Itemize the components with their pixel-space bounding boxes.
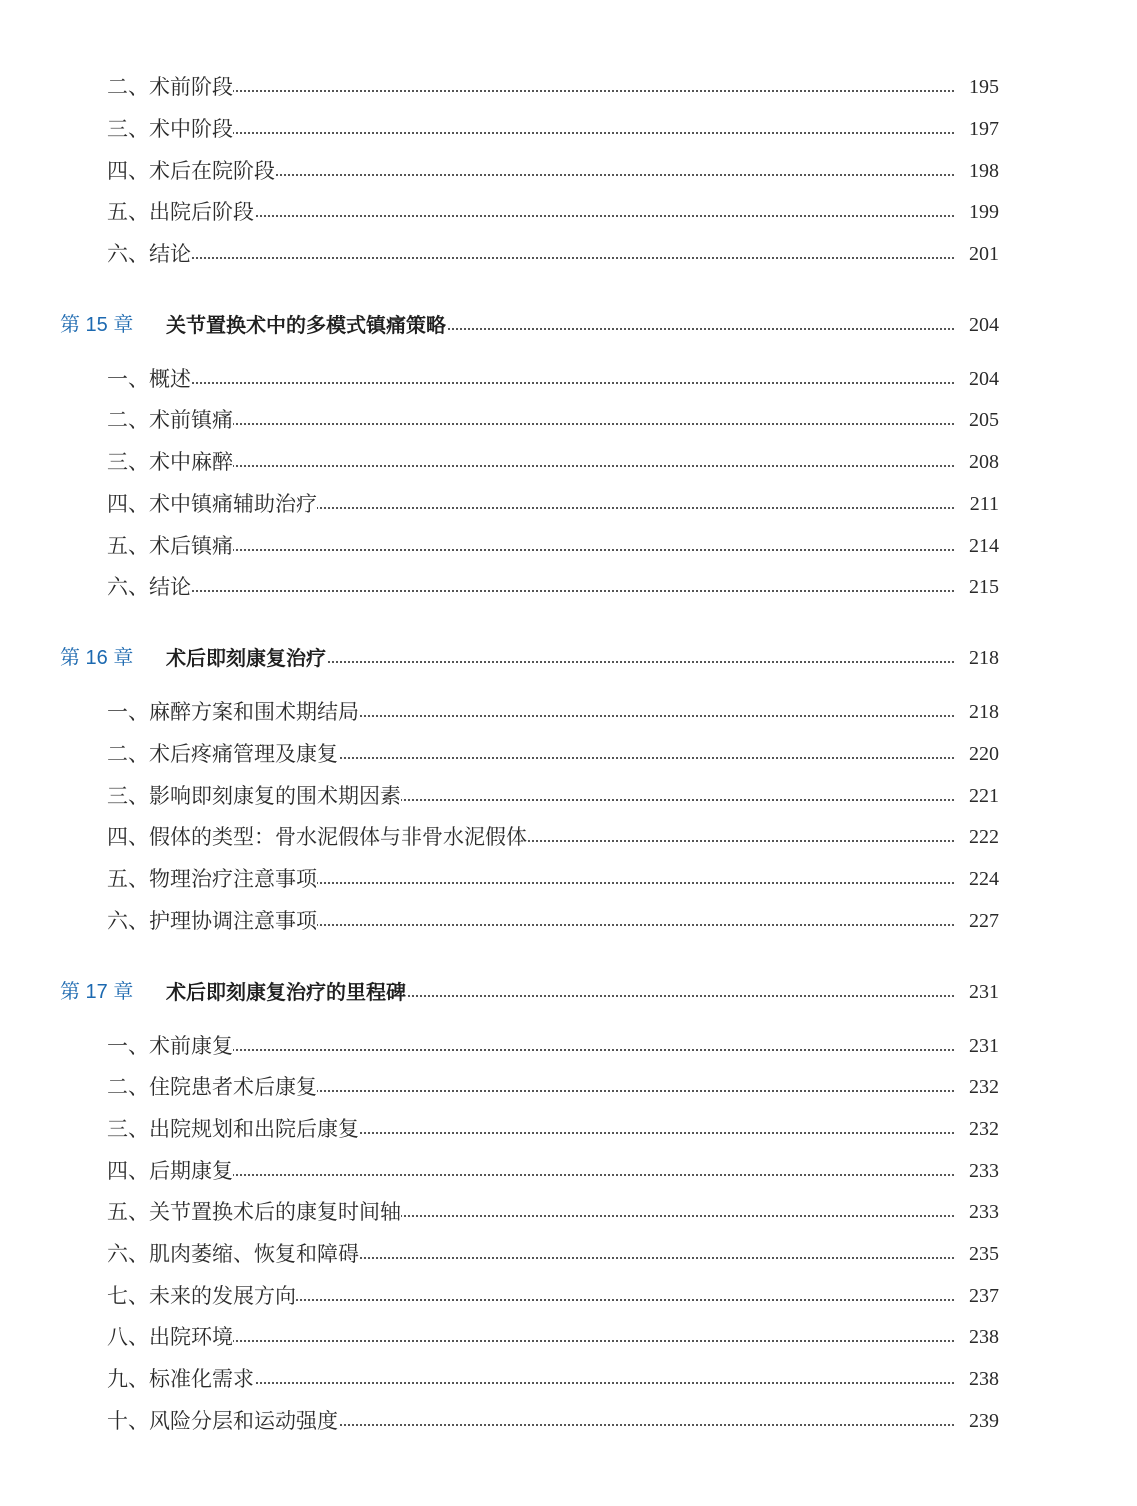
dot-leader — [180, 90, 954, 92]
page-number: 195 — [963, 71, 999, 103]
section-title: 四、假体的类型：骨水泥假体与非骨水泥假体 — [107, 821, 527, 853]
toc-section-entry[interactable] — [0, 155, 1137, 187]
toc-chapter-entry[interactable] — [0, 642, 1137, 674]
chapter-title: 术后即刻康复治疗的里程碑 — [166, 976, 408, 1008]
page-number: 238 — [963, 1363, 999, 1395]
chapter-number: 第 16 章 — [60, 647, 134, 669]
chapter-title: 关节置换术中的多模式镇痛策略 — [166, 309, 448, 341]
section-title: 六、肌肉萎缩、恢复和障碍 — [107, 1238, 359, 1270]
toc-section-entry[interactable] — [0, 905, 1137, 937]
page-number: 204 — [963, 309, 999, 341]
toc-section-entry[interactable] — [0, 530, 1137, 562]
toc-section-entry[interactable] — [0, 571, 1137, 603]
dot-leader — [180, 590, 954, 592]
page-number: 211 — [964, 488, 999, 520]
page-number: 224 — [963, 863, 999, 895]
section-title: 六、护理协调注意事项 — [107, 905, 317, 937]
section-title: 三、术中阶段 — [107, 113, 233, 145]
section-title: 三、影响即刻康复的围术期因素 — [107, 780, 401, 812]
dot-leader — [180, 382, 954, 384]
section-title: 一、概述 — [107, 363, 191, 395]
toc-section-entry[interactable] — [0, 1030, 1137, 1062]
section-title: 三、术中麻醉 — [107, 446, 233, 478]
section-title: 六、结论 — [107, 571, 191, 603]
toc-section-entry[interactable] — [0, 1113, 1137, 1145]
section-title: 十、风险分层和运动强度 — [107, 1405, 338, 1437]
toc-section-entry[interactable] — [0, 780, 1137, 812]
toc-section-entry[interactable] — [0, 1321, 1137, 1353]
page-number: 233 — [963, 1155, 999, 1187]
page-number: 222 — [963, 821, 999, 853]
dot-leader — [180, 1340, 954, 1342]
toc-section-entry[interactable] — [0, 1238, 1137, 1270]
dot-leader — [180, 257, 954, 259]
page-number: 237 — [963, 1280, 999, 1312]
page-number: 239 — [963, 1405, 999, 1437]
page-number: 233 — [963, 1196, 999, 1228]
toc-section-entry[interactable] — [0, 863, 1137, 895]
page-number: 218 — [963, 642, 999, 674]
toc-section-entry[interactable] — [0, 1196, 1137, 1228]
dot-leader — [180, 215, 954, 217]
page-number: 199 — [963, 196, 999, 228]
section-title: 二、术后疼痛管理及康复 — [107, 738, 338, 770]
section-title: 三、出院规划和出院后康复 — [107, 1113, 359, 1145]
toc-section-entry[interactable] — [0, 238, 1137, 270]
section-title: 五、出院后阶段 — [107, 196, 254, 228]
toc-section-entry[interactable] — [0, 1280, 1137, 1312]
dot-leader — [180, 1049, 954, 1051]
page-number: 218 — [963, 696, 999, 728]
page-number: 201 — [963, 238, 999, 270]
page-number: 227 — [963, 905, 999, 937]
dot-leader — [180, 1299, 954, 1301]
section-title: 一、术前康复 — [107, 1030, 233, 1062]
toc-section-entry[interactable] — [0, 404, 1137, 436]
chapter-number: 第 17 章 — [60, 981, 134, 1003]
toc-section-entry[interactable] — [0, 1071, 1137, 1103]
section-title: 五、术后镇痛 — [107, 530, 233, 562]
toc-section-entry[interactable] — [0, 738, 1137, 770]
dot-leader — [180, 174, 954, 176]
page-number: 214 — [963, 530, 999, 562]
chapter-title: 术后即刻康复治疗 — [166, 642, 328, 674]
section-title: 四、后期康复 — [107, 1155, 233, 1187]
toc-section-entry[interactable] — [0, 71, 1137, 103]
section-title: 二、术前阶段 — [107, 71, 233, 103]
section-title: 一、麻醉方案和围术期结局 — [107, 696, 359, 728]
section-title: 五、关节置换术后的康复时间轴 — [107, 1196, 401, 1228]
page-number: 208 — [963, 446, 999, 478]
toc-section-entry[interactable] — [0, 1363, 1137, 1395]
section-title: 五、物理治疗注意事项 — [107, 863, 317, 895]
dot-leader — [180, 1382, 954, 1384]
page-number: 198 — [963, 155, 999, 187]
section-title: 八、出院环境 — [107, 1321, 233, 1353]
dot-leader — [180, 132, 954, 134]
toc-chapter-entry[interactable] — [0, 976, 1137, 1008]
dot-leader — [180, 465, 954, 467]
page-number: 205 — [963, 404, 999, 436]
page-number: 235 — [963, 1238, 999, 1270]
page-number: 215 — [963, 571, 999, 603]
page-number: 221 — [963, 780, 999, 812]
page-number: 238 — [963, 1321, 999, 1353]
toc-section-entry[interactable] — [0, 113, 1137, 145]
toc-section-entry[interactable] — [0, 446, 1137, 478]
section-title: 二、住院患者术后康复 — [107, 1071, 317, 1103]
section-title: 九、标准化需求 — [107, 1363, 254, 1395]
dot-leader — [180, 423, 954, 425]
page-number: 231 — [963, 976, 999, 1008]
section-title: 六、结论 — [107, 238, 191, 270]
page-number: 232 — [963, 1113, 999, 1145]
dot-leader — [180, 1174, 954, 1176]
page-number: 231 — [963, 1030, 999, 1062]
section-title: 四、术中镇痛辅助治疗 — [107, 488, 317, 520]
page-number: 220 — [963, 738, 999, 770]
page-number: 197 — [963, 113, 999, 145]
toc-section-entry[interactable] — [0, 488, 1137, 520]
dot-leader — [300, 661, 954, 663]
toc-section-entry[interactable] — [0, 363, 1137, 395]
section-title: 七、未来的发展方向 — [107, 1280, 296, 1312]
section-title: 四、术后在院阶段 — [107, 155, 275, 187]
toc-section-entry[interactable] — [0, 196, 1137, 228]
dot-leader — [180, 549, 954, 551]
toc-chapter-entry[interactable] — [0, 309, 1137, 341]
chapter-number: 第 15 章 — [60, 314, 134, 336]
toc-section-entry[interactable] — [0, 1155, 1137, 1187]
toc-section-entry[interactable] — [0, 696, 1137, 728]
section-title: 二、术前镇痛 — [107, 404, 233, 436]
toc-section-entry[interactable] — [0, 1405, 1137, 1437]
page-number: 204 — [963, 363, 999, 395]
page-number: 232 — [963, 1071, 999, 1103]
toc-section-entry[interactable] — [0, 821, 1137, 853]
